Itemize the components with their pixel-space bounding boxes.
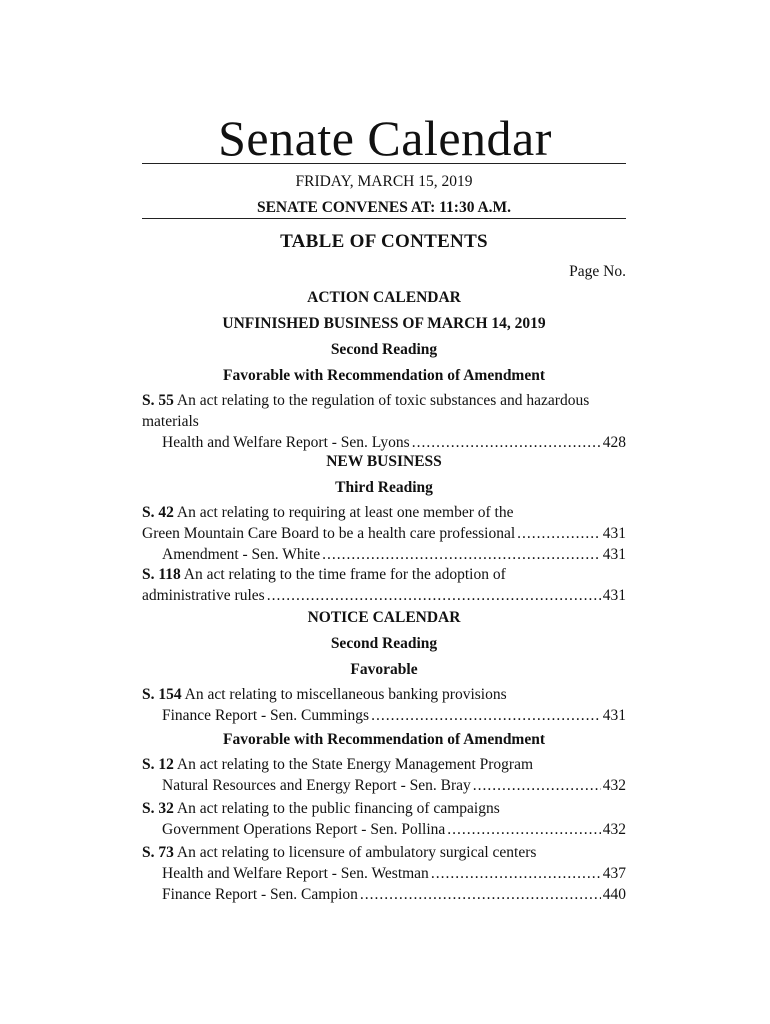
title-rule xyxy=(142,163,626,164)
bill-description: An act relating to the time frame for the adoption of xyxy=(183,566,506,583)
page-no-label: Page No. xyxy=(569,263,626,280)
dot-leader xyxy=(431,863,601,884)
entry-s154-report[interactable] xyxy=(142,705,626,726)
bill-description: An act relating to the regulation of toxic substances and hazardous materials xyxy=(142,392,590,430)
page-number: 431 xyxy=(602,546,626,563)
report-label: Finance Report - Sen. Campion xyxy=(162,886,358,903)
bill-id: S. 73 xyxy=(142,844,174,861)
page-number: 428 xyxy=(602,434,626,451)
dot-leader xyxy=(371,705,601,726)
bill-id: S. 118 xyxy=(142,566,181,583)
page-number: 432 xyxy=(602,777,626,794)
bill-description: An act relating to miscellaneous banking provisions xyxy=(184,686,507,703)
entry-s118-desc-line2[interactable] xyxy=(142,585,626,606)
dot-leader xyxy=(412,432,601,453)
entry-s12-report[interactable] xyxy=(142,775,626,796)
bill-id: S. 32 xyxy=(142,800,174,817)
bill-id: S. 42 xyxy=(142,504,174,521)
page-title: Senate Calendar xyxy=(218,110,552,166)
bill-id: S. 154 xyxy=(142,686,182,703)
page-number: 431 xyxy=(602,707,626,724)
entry-s73-report-2[interactable] xyxy=(142,884,626,905)
convenes-rule xyxy=(142,218,626,219)
entry-s12 xyxy=(142,754,626,796)
bill-description-cont: administrative rules xyxy=(142,587,265,604)
bill-description: An act relating to the State Energy Management Program xyxy=(176,756,534,773)
section-notice-calendar: NOTICE CALENDAR xyxy=(307,609,461,626)
report-label: Government Operations Report - Sen. Pollina xyxy=(162,821,446,838)
entry-s42-desc-line2[interactable] xyxy=(142,523,626,544)
page-number: 432 xyxy=(602,821,626,838)
dot-leader xyxy=(267,585,601,606)
convenes-line: SENATE CONVENES AT: 11:30 A.M. xyxy=(256,199,512,216)
entry-s154-desc xyxy=(142,684,626,705)
dot-leader xyxy=(517,523,601,544)
section-new-business: NEW BUSINESS xyxy=(326,453,442,470)
entry-s118 xyxy=(142,564,626,606)
section-unfinished-business: UNFINISHED BUSINESS OF MARCH 14, 2019 xyxy=(222,315,546,332)
bill-id: S. 55 xyxy=(142,392,174,409)
bill-description: An act relating to requiring at least one member of the xyxy=(176,504,514,521)
dot-leader xyxy=(360,884,601,905)
bill-id: S. 12 xyxy=(142,756,174,773)
section-second-reading: Second Reading xyxy=(330,341,438,358)
page-number: 437 xyxy=(602,865,626,882)
entry-s73-report-1[interactable] xyxy=(142,863,626,884)
entry-s55-desc xyxy=(142,390,626,432)
bill-description-cont: Green Mountain Care Board to be a health care professional xyxy=(142,525,516,542)
entry-s12-desc xyxy=(142,754,626,775)
entry-s118-desc-line1 xyxy=(142,564,626,585)
page-number: 431 xyxy=(602,525,626,542)
report-label: Amendment - Sen. White xyxy=(162,546,321,563)
entry-s42-desc-line1 xyxy=(142,502,626,523)
entry-s73-desc xyxy=(142,842,626,863)
bill-description: An act relating to licensure of ambulatory surgical centers xyxy=(176,844,537,861)
dot-leader xyxy=(447,819,600,840)
report-label: Health and Welfare Report - Sen. Lyons xyxy=(162,434,410,451)
date-line: FRIDAY, MARCH 15, 2019 xyxy=(295,173,473,190)
page-number: 440 xyxy=(602,886,626,903)
toc-title: TABLE OF CONTENTS xyxy=(280,231,488,252)
page-number: 431 xyxy=(602,587,626,604)
entry-s55-report[interactable] xyxy=(142,432,626,453)
entry-s55 xyxy=(142,390,626,453)
section-favorable: Favorable xyxy=(350,661,418,678)
section-favorable-amendment-notice: Favorable with Recommendation of Amendment xyxy=(222,731,546,748)
bill-description: An act relating to the public financing of campaigns xyxy=(176,800,500,817)
entry-s42 xyxy=(142,502,626,565)
entry-s42-report[interactable] xyxy=(142,544,626,565)
section-third-reading: Third Reading xyxy=(335,479,433,496)
entry-s154 xyxy=(142,684,626,726)
report-label: Health and Welfare Report - Sen. Westman xyxy=(162,865,429,882)
entry-s32-report[interactable] xyxy=(142,819,626,840)
section-second-reading-notice: Second Reading xyxy=(330,635,438,652)
section-action-calendar: ACTION CALENDAR xyxy=(307,289,461,306)
entry-s32-desc xyxy=(142,798,626,819)
dot-leader xyxy=(473,775,601,796)
report-label: Finance Report - Sen. Cummings xyxy=(162,707,370,724)
section-favorable-amendment: Favorable with Recommendation of Amendment xyxy=(222,367,546,384)
entry-s73 xyxy=(142,842,626,905)
entry-s32 xyxy=(142,798,626,840)
report-label: Natural Resources and Energy Report - Sen. Bray xyxy=(162,777,471,794)
dot-leader xyxy=(322,544,601,565)
